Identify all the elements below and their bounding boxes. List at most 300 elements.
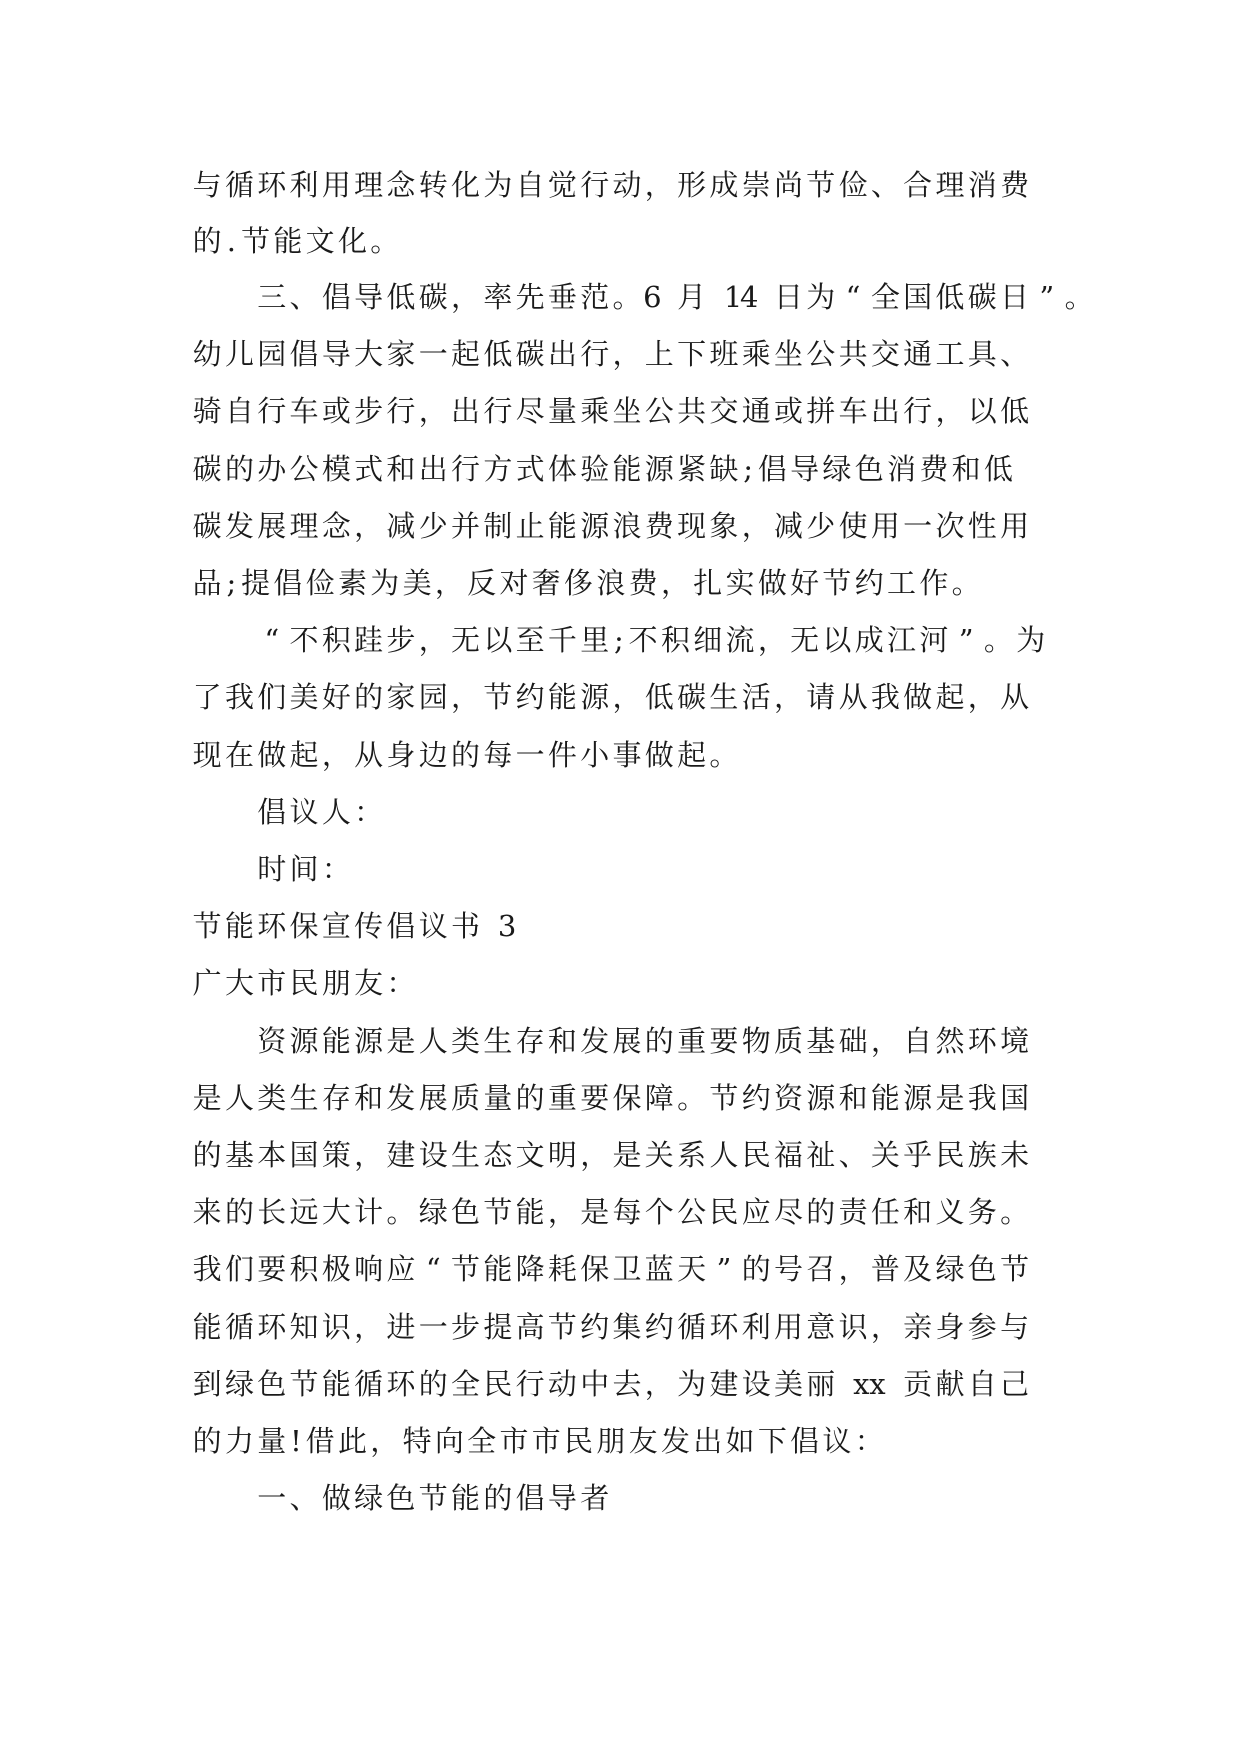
glyph: 大: [354, 337, 384, 371]
glyph: [482, 910, 498, 942]
glyph: 人: [418, 1024, 448, 1058]
glyph: 能: [547, 680, 577, 714]
glyph: 源: [806, 1081, 836, 1115]
glyph: 中: [580, 1367, 610, 1401]
glyph: 止: [515, 509, 545, 543]
glyph: 请: [806, 680, 836, 714]
glyph: 式: [354, 452, 384, 486]
glyph: 循: [224, 168, 254, 202]
glyph: 碳: [192, 509, 222, 543]
indent-space: [191, 1025, 223, 1057]
glyph: 公: [806, 337, 836, 371]
glyph: 我: [224, 680, 254, 714]
glyph: ，: [451, 280, 481, 314]
glyph: 为: [370, 566, 400, 600]
glyph: 。: [709, 738, 739, 772]
glyph: 生: [483, 1024, 513, 1058]
glyph: 降: [515, 1252, 545, 1286]
glyph: 色: [451, 1195, 481, 1229]
text-line-6: [191, 441, 1061, 497]
glyph: 步: [386, 623, 416, 657]
glyph: ，: [838, 1252, 868, 1286]
glyph: 要: [257, 1252, 287, 1286]
signatory-label: [191, 784, 1061, 840]
glyph: 无: [790, 623, 820, 657]
glyph: 并: [451, 509, 481, 543]
glyph: 。: [983, 623, 1013, 657]
glyph: 奢: [531, 566, 561, 600]
glyph: 转: [418, 168, 448, 202]
glyph: 为: [483, 168, 513, 202]
glyph: 节: [483, 680, 513, 714]
salutation: [191, 955, 1061, 1011]
glyph: 责: [838, 1195, 868, 1229]
glyph: 色: [967, 1252, 997, 1286]
glyph: 低: [386, 280, 416, 314]
glyph: 文: [515, 1138, 545, 1172]
glyph: “: [264, 623, 280, 657]
glyph: 每: [483, 738, 513, 772]
glyph: 蓝: [644, 1252, 674, 1286]
glyph: 小: [580, 738, 610, 772]
glyph: 大: [321, 1195, 351, 1229]
glyph: 环: [967, 1024, 997, 1058]
glyph: 能: [515, 1195, 545, 1229]
indent-space: [223, 281, 255, 313]
glyph: 利: [289, 168, 319, 202]
glyph: ，: [354, 1310, 384, 1344]
glyph: 国: [1000, 1081, 1030, 1115]
glyph: 公: [289, 452, 319, 486]
glyph: 无: [451, 623, 481, 657]
text-line-17: [191, 1070, 1061, 1126]
glyph: 碳: [192, 452, 222, 486]
glyph: 基: [806, 1024, 836, 1058]
glyph: 物: [741, 1024, 771, 1058]
glyph: 行: [580, 168, 610, 202]
glyph: 碳: [418, 280, 448, 314]
glyph: 、: [1000, 337, 1030, 371]
glyph: ，: [418, 394, 448, 428]
glyph: 识: [838, 1310, 868, 1344]
glyph: 是: [580, 1195, 610, 1229]
glyph: 人: [224, 1081, 254, 1115]
glyph: [885, 1368, 901, 1400]
glyph: 设: [418, 1138, 448, 1172]
glyph: 展: [257, 509, 287, 543]
glyph: 减: [773, 509, 803, 543]
glyph: 发: [580, 1024, 610, 1058]
glyph: 召: [806, 1252, 836, 1286]
glyph: 来: [192, 1195, 222, 1229]
glyph: 民: [483, 1367, 513, 1401]
glyph: 每: [612, 1195, 642, 1229]
glyph: 保: [612, 1081, 642, 1115]
glyph: 量: [483, 1081, 513, 1115]
text-line-18: [191, 1127, 1061, 1183]
glyph: ，: [612, 680, 642, 714]
glyph: 、: [870, 168, 900, 202]
glyph: 次: [935, 509, 965, 543]
glyph: ，: [660, 566, 690, 600]
glyph: 源: [644, 452, 674, 486]
glyph: 起: [677, 738, 707, 772]
glyph: 身: [935, 1310, 965, 1344]
glyph: ，: [773, 680, 803, 714]
glyph: 成: [709, 168, 739, 202]
glyph: 障: [644, 1081, 674, 1115]
glyph: 的: [418, 1367, 448, 1401]
glyph: 然: [935, 1024, 965, 1058]
glyph: 节: [451, 1252, 481, 1286]
glyph: 不: [289, 623, 319, 657]
glyph: ，: [418, 623, 448, 657]
glyph: [837, 1368, 853, 1400]
glyph: 觉: [547, 168, 577, 202]
glyph: 行: [257, 394, 287, 428]
glyph: 从: [354, 738, 384, 772]
glyph: 展: [418, 1081, 448, 1115]
glyph: 侈: [564, 566, 594, 600]
glyph: 环: [257, 1310, 287, 1344]
glyph: 具: [967, 337, 997, 371]
glyph: 友: [354, 966, 384, 1000]
glyph: 俭: [838, 168, 868, 202]
glyph: 骑: [192, 394, 222, 428]
glyph: 朋: [321, 966, 351, 1000]
glyph: 。: [386, 1195, 416, 1229]
glyph: 6: [643, 280, 662, 314]
glyph: 市: [499, 1424, 529, 1458]
glyph: 素: [337, 566, 367, 600]
glyph: !: [290, 1424, 302, 1458]
glyph: 绿: [224, 1367, 254, 1401]
glyph: 宣: [321, 909, 351, 943]
glyph: 车: [838, 394, 868, 428]
glyph: 节: [547, 1310, 577, 1344]
glyph: 节: [483, 1195, 513, 1229]
glyph: 量: [547, 394, 577, 428]
text-line-2: [191, 213, 1061, 269]
glyph: 态: [483, 1138, 513, 1172]
glyph: 个: [644, 1195, 674, 1229]
glyph: 如: [725, 1424, 755, 1458]
glyph: 倡: [757, 452, 787, 486]
glyph: 的: [741, 1252, 771, 1286]
glyph: 天: [677, 1252, 707, 1286]
glyph: ，: [321, 738, 351, 772]
glyph: 绿: [354, 1481, 384, 1515]
glyph: 一: [418, 1310, 448, 1344]
glyph: 从: [1000, 680, 1030, 714]
glyph: 。: [1064, 280, 1094, 314]
glyph: 细: [693, 623, 723, 657]
glyph: 动: [612, 168, 642, 202]
glyph: 发: [224, 509, 254, 543]
glyph: 通: [903, 337, 933, 371]
glyph: 三: [257, 280, 287, 314]
glyph: 参: [967, 1310, 997, 1344]
glyph: 们: [257, 680, 287, 714]
glyph: 日: [1000, 280, 1030, 314]
glyph: 到: [192, 1367, 222, 1401]
glyph: 国: [903, 280, 933, 314]
glyph: 能: [483, 1252, 513, 1286]
glyph: ，: [451, 680, 481, 714]
glyph: 公: [677, 1195, 707, 1229]
text-line-21: [191, 1299, 1061, 1355]
glyph: 儿: [224, 337, 254, 371]
glyph: 色: [257, 1367, 287, 1401]
glyph: 设: [741, 1367, 771, 1401]
glyph: 友: [628, 1424, 658, 1458]
glyph: 好: [790, 566, 820, 600]
glyph: 扎: [693, 566, 723, 600]
glyph: 倡: [273, 566, 303, 600]
glyph: 为: [1016, 623, 1046, 657]
glyph: 家: [386, 680, 416, 714]
glyph: 跬: [354, 623, 384, 657]
glyph: 类: [451, 1024, 481, 1058]
glyph: 循: [224, 1310, 254, 1344]
glyph: ，: [757, 623, 787, 657]
glyph: 积: [289, 1252, 319, 1286]
glyph: 或: [773, 394, 803, 428]
glyph: 一: [257, 1481, 287, 1515]
glyph: 议: [418, 909, 448, 943]
text-line-20: [191, 1241, 1061, 1297]
glyph: 绿: [935, 1252, 965, 1286]
glyph: 以: [967, 394, 997, 428]
glyph: 能: [547, 509, 577, 543]
glyph: 交: [709, 394, 739, 428]
glyph: 能: [273, 224, 303, 258]
glyph: 环: [709, 1310, 739, 1344]
glyph: 导: [790, 452, 820, 486]
glyph: 我: [967, 1081, 997, 1115]
glyph: 全: [451, 1367, 481, 1401]
glyph: 生: [709, 680, 739, 714]
glyph: 全: [870, 280, 900, 314]
glyph: 我: [870, 680, 900, 714]
glyph: 少: [806, 509, 836, 543]
glyph: 特: [402, 1424, 432, 1458]
glyph: 范: [580, 280, 610, 314]
glyph: 紧: [677, 452, 707, 486]
glyph: 福: [773, 1138, 803, 1172]
glyph: 市: [531, 1424, 561, 1458]
glyph: 步: [451, 1310, 481, 1344]
glyph: 费: [628, 566, 658, 600]
glyph: 计: [354, 1195, 384, 1229]
glyph: 能: [870, 1081, 900, 1115]
glyph: 至: [515, 623, 545, 657]
text-line-16: [191, 1013, 1061, 1069]
glyph: 出: [870, 394, 900, 428]
glyph: 共: [677, 394, 707, 428]
glyph: ：: [321, 852, 351, 886]
glyph: 节: [192, 909, 222, 943]
glyph: 垂: [547, 280, 577, 314]
glyph: 的: [192, 224, 222, 258]
glyph: 普: [870, 1252, 900, 1286]
glyph: 事: [612, 738, 642, 772]
glyph: ，: [935, 394, 965, 428]
glyph: 和: [838, 1081, 868, 1115]
glyph: 碳: [677, 680, 707, 714]
glyph: 自: [967, 1367, 997, 1401]
glyph: 形: [677, 168, 707, 202]
glyph: 尽: [773, 1195, 803, 1229]
glyph: 要: [580, 1081, 610, 1115]
glyph: 和: [951, 452, 981, 486]
text-line-11: [191, 727, 1061, 783]
glyph: x: [853, 1367, 870, 1401]
glyph: 模: [321, 452, 351, 486]
glyph: 尚: [773, 168, 803, 202]
glyph: ;: [614, 623, 624, 657]
glyph: ，: [547, 1195, 577, 1229]
glyph: [659, 281, 675, 313]
glyph: 园: [418, 680, 448, 714]
glyph: ：: [386, 966, 416, 1000]
glyph: 重: [547, 1081, 577, 1115]
glyph: 起: [935, 680, 965, 714]
glyph: 卫: [612, 1252, 642, 1286]
glyph: 合: [903, 168, 933, 202]
section-title: [191, 898, 1061, 954]
glyph: 活: [741, 680, 771, 714]
indent-space: [191, 281, 223, 313]
glyph: 应: [741, 1195, 771, 1229]
glyph: 文: [305, 224, 335, 258]
glyph: ：: [354, 795, 384, 829]
glyph: 与: [1000, 1310, 1030, 1344]
indent-space: [191, 796, 223, 828]
glyph: 明: [547, 1138, 577, 1172]
glyph: 是: [935, 1081, 965, 1115]
glyph: 的: [806, 1195, 836, 1229]
glyph: 减: [386, 509, 416, 543]
glyph: 发: [660, 1424, 690, 1458]
glyph: 行: [386, 394, 416, 428]
glyph: 关: [870, 1138, 900, 1172]
glyph: 园: [257, 337, 287, 371]
glyph: 耗: [547, 1252, 577, 1286]
glyph: 节: [418, 1481, 448, 1515]
glyph: 成: [854, 623, 884, 657]
glyph: 起: [451, 337, 481, 371]
glyph: 在: [224, 738, 254, 772]
glyph: 源: [354, 1024, 384, 1058]
glyph: 自: [903, 1024, 933, 1058]
glyph: 能: [451, 1481, 481, 1515]
glyph: 边: [418, 738, 448, 772]
glyph: 意: [806, 1310, 836, 1344]
glyph: 资: [257, 1024, 287, 1058]
glyph: ，: [644, 168, 674, 202]
date-label: [191, 841, 1061, 897]
glyph: 费: [1000, 168, 1030, 202]
subheading-1: [191, 1470, 1061, 1526]
glyph: 进: [386, 1310, 416, 1344]
glyph: 保: [289, 909, 319, 943]
glyph: 美: [773, 1367, 803, 1401]
glyph: 民: [564, 1424, 594, 1458]
glyph: 车: [289, 394, 319, 428]
glyph: 尽: [515, 394, 545, 428]
glyph: 提: [483, 1310, 513, 1344]
glyph: 对: [499, 566, 529, 600]
glyph: 展: [612, 1024, 642, 1058]
glyph: 绿: [418, 1195, 448, 1229]
glyph: 丽: [806, 1367, 836, 1401]
glyph: 去: [612, 1367, 642, 1401]
glyph: 低: [935, 280, 965, 314]
glyph: 出: [547, 337, 577, 371]
glyph: 循: [677, 1310, 707, 1344]
glyph: 境: [1000, 1024, 1030, 1058]
glyph: 的: [451, 738, 481, 772]
glyph: 低: [983, 452, 1013, 486]
glyph: 出: [693, 1424, 723, 1458]
glyph: 起: [289, 738, 319, 772]
glyph: 费: [919, 452, 949, 486]
glyph: 存: [515, 1024, 545, 1058]
glyph: 生: [289, 1081, 319, 1115]
glyph: 质: [773, 1024, 803, 1058]
glyph: 式: [515, 452, 545, 486]
glyph: 市: [257, 966, 287, 1000]
glyph: 本: [257, 1138, 287, 1172]
glyph: 下: [677, 337, 707, 371]
glyph: 一: [515, 738, 545, 772]
glyph: 步: [354, 394, 384, 428]
glyph: 是: [386, 1024, 416, 1058]
glyph: 发: [386, 1081, 416, 1115]
glyph: 节: [709, 1081, 739, 1115]
glyph: 拼: [806, 394, 836, 428]
glyph: 做: [757, 566, 787, 600]
glyph: 的: [483, 1481, 513, 1515]
glyph: 做: [644, 738, 674, 772]
glyph: 月: [677, 280, 707, 314]
glyph: 行: [515, 1367, 545, 1401]
glyph: 要: [709, 1024, 739, 1058]
glyph: 出: [451, 394, 481, 428]
glyph: 美: [289, 680, 319, 714]
glyph: 础: [838, 1024, 868, 1058]
glyph: 实: [725, 566, 755, 600]
glyph: ;: [743, 452, 753, 486]
glyph: 力: [224, 1424, 254, 1458]
glyph: 积: [321, 623, 351, 657]
glyph: ”: [716, 1252, 732, 1286]
glyph: 的: [515, 1081, 545, 1115]
glyph: 倡: [790, 1424, 820, 1458]
glyph: 幼: [192, 337, 222, 371]
glyph: 导: [354, 280, 384, 314]
glyph: 用: [321, 168, 351, 202]
glyph: “: [425, 1252, 441, 1286]
indent-space: [223, 1482, 255, 1514]
glyph: 江: [887, 623, 917, 657]
glyph: 的: [354, 680, 384, 714]
glyph: 倡: [386, 909, 416, 943]
glyph: 能: [612, 452, 642, 486]
glyph: 祉: [806, 1138, 836, 1172]
indent-space: [191, 853, 223, 885]
